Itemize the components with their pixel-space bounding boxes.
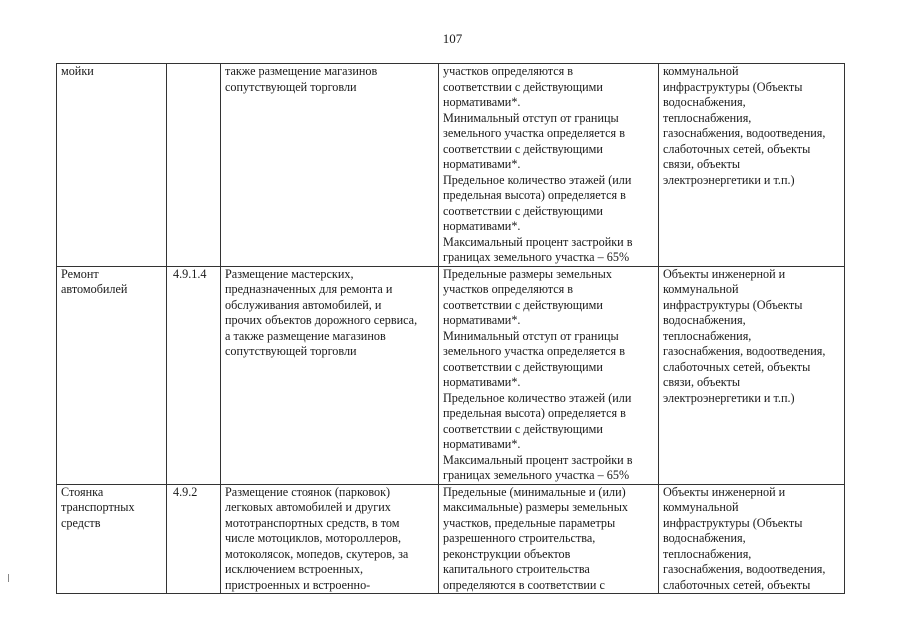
text-line: инфраструктуры (Объекты — [663, 515, 803, 530]
text-line: теплоснабжения, — [663, 328, 752, 343]
text-line: теплоснабжения, — [663, 546, 752, 561]
text-line: соответствии с действующими — [443, 141, 603, 156]
text-line: электроэнергетики и т.п.) — [663, 172, 795, 187]
text-line: нормативами*. — [443, 219, 521, 233]
text-line: мойки — [61, 64, 94, 78]
text-line: коммунальной — [663, 282, 739, 296]
text-line: газоснабжения, водоотведения, — [663, 562, 826, 576]
cell-use-name — [57, 484, 167, 594]
text-line: коммунальной — [663, 500, 739, 514]
text-line: электроэнергетики и т.п.) — [663, 390, 795, 405]
text-line: мотоколясок, мопедов, скутеров, за — [225, 546, 409, 561]
text-line: водоснабжения, — [663, 313, 746, 327]
text-line: водоснабжения, — [663, 531, 746, 545]
text-line: инфраструктуры (Объекты — [663, 297, 803, 312]
text-line: связи, объекты — [663, 157, 741, 171]
text-line: границах земельного участка – 65% — [443, 250, 630, 264]
cell-parameters — [439, 266, 659, 484]
cell-utilities — [659, 64, 845, 267]
text-line: Предельное количество этажей (или — [443, 390, 632, 405]
text-line: Предельные размеры земельных — [443, 266, 612, 281]
text-line: капитального строительства — [443, 562, 590, 576]
text-line: пристроенных и встроенно- — [225, 577, 371, 592]
text-line: нормативами*. — [443, 375, 521, 389]
text-line: мототранспортных средств, в том — [225, 515, 400, 530]
text-line: соответствии с действующими — [443, 297, 603, 312]
text-line: Максимальный процент застройки в — [443, 452, 633, 467]
cell-utilities — [659, 266, 845, 484]
text-line: теплоснабжения, — [663, 110, 752, 125]
text-line: нормативами*. — [443, 157, 521, 171]
text-line: земельного участка определяется в — [443, 344, 625, 358]
text-line: исключением встроенных, — [225, 562, 364, 576]
text-line: Объекты инженерной и — [663, 266, 786, 281]
text-line: газоснабжения, водоотведения, — [663, 344, 826, 358]
text-line: участков определяются в — [443, 282, 574, 296]
text-line: Предельные (минимальные и (или) — [443, 484, 626, 499]
cell-use-description — [221, 484, 439, 594]
text-line: соответствии с действующими — [443, 421, 603, 436]
cell-use-description — [221, 64, 439, 267]
cell-parameters — [439, 484, 659, 594]
cell-use-name — [57, 266, 167, 484]
text-line: участков, предельные параметры — [443, 515, 616, 530]
text-line: нормативами*. — [443, 313, 521, 327]
text-line: соответствии с действующими — [443, 79, 603, 94]
page-number: 107 — [442, 31, 463, 46]
text-line: Размещение мастерских, — [225, 266, 354, 281]
cell-parameters — [439, 64, 659, 267]
text-line: Предельное количество этажей (или — [443, 172, 632, 187]
text-line: предназначенных для ремонта и — [225, 282, 393, 296]
text-line: также размещение магазинов — [225, 64, 378, 78]
text-line: сопутствующей торговли — [225, 344, 357, 358]
text-line: нормативами*. — [443, 95, 521, 109]
text-line: предельная высота) определяется в — [443, 406, 626, 420]
text-line: средств — [61, 515, 101, 530]
text-line: Минимальный отступ от границы — [443, 110, 619, 125]
text-line: разрешенного строительства, — [443, 531, 596, 545]
text-line: сопутствующей торговли — [225, 79, 357, 94]
text-line: 4.9.1.4 — [173, 266, 207, 281]
text-line: Объекты инженерной и — [663, 484, 786, 499]
text-line: максимальные) размеры земельных — [443, 500, 628, 514]
cell-utilities — [659, 484, 845, 594]
text-line: автомобилей — [61, 282, 128, 296]
text-line: инфраструктуры (Объекты — [663, 79, 803, 94]
text-line: легковых автомобилей и других — [225, 500, 391, 514]
text-line: Ремонт — [61, 266, 99, 281]
text-line: определяются в соответствии с — [443, 577, 605, 592]
text-line: прочих объектов дорожного сервиса, — [225, 313, 418, 327]
text-line: водоснабжения, — [663, 95, 746, 109]
text-line: участков определяются в — [443, 64, 574, 78]
text-line: реконструкции объектов — [443, 546, 571, 561]
cell-use-description — [221, 266, 439, 484]
table-row — [57, 266, 845, 484]
text-line: 4.9.2 — [173, 484, 198, 499]
text-line: соответствии с действующими — [443, 203, 603, 218]
text-line: Максимальный процент застройки в — [443, 234, 633, 249]
text-line: нормативами*. — [443, 437, 521, 451]
cell-use-code — [167, 266, 221, 484]
cell-use-code — [167, 484, 221, 594]
text-line: Размещение стоянок (парковок) — [225, 484, 391, 499]
cell-use-name — [57, 64, 167, 267]
text-line: предельная высота) определяется в — [443, 188, 626, 202]
land-use-table — [56, 63, 845, 594]
text-line: обслуживания автомобилей, и — [225, 297, 382, 312]
text-line: числе мотоциклов, мотороллеров, — [225, 531, 401, 545]
text-line: Минимальный отступ от границы — [443, 328, 619, 343]
table-row — [57, 484, 845, 594]
text-line: газоснабжения, водоотведения, — [663, 126, 826, 140]
text-line: границах земельного участка – 65% — [443, 468, 630, 482]
cell-use-code — [167, 64, 221, 267]
text-line: транспортных — [61, 500, 135, 514]
text-line: коммунальной — [663, 64, 739, 78]
text-line: слаботочных сетей, объекты — [663, 577, 811, 592]
text-line: слаботочных сетей, объекты — [663, 141, 811, 156]
text-line: земельного участка определяется в — [443, 126, 625, 140]
table-row — [57, 64, 845, 267]
text-line: Стоянка — [61, 484, 104, 499]
text-line: а также размещение магазинов — [225, 328, 386, 343]
scan-margin-mark — [8, 574, 9, 582]
text-line: связи, объекты — [663, 375, 741, 389]
text-line: слаботочных сетей, объекты — [663, 359, 811, 374]
text-line: соответствии с действующими — [443, 359, 603, 374]
